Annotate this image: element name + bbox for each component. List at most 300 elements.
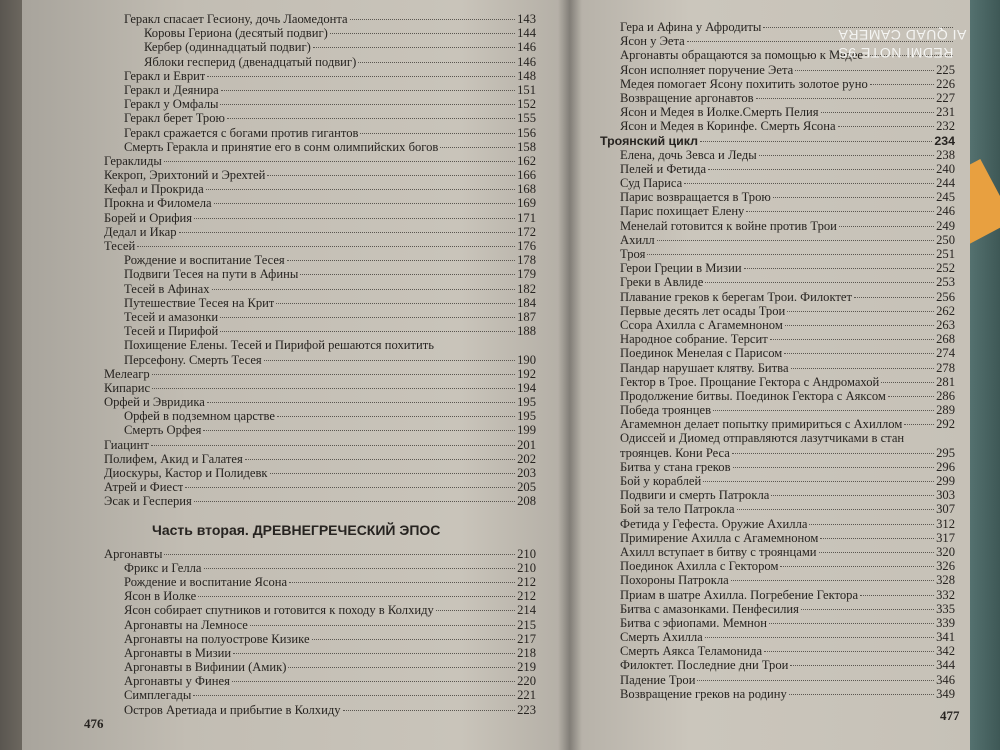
toc-entry <box>104 561 536 575</box>
toc-entry <box>104 253 536 267</box>
toc-entry-title: Пелей и Фетида <box>620 161 707 176</box>
toc-leader-dots <box>164 554 515 555</box>
toc-leader-dots <box>904 424 934 425</box>
toc-entry-page: 212 <box>517 574 536 589</box>
toc-entry <box>600 417 955 431</box>
toc-leader-dots <box>193 695 515 696</box>
toc-entry-title: Фрикс и Гелла <box>124 560 202 575</box>
toc-entry-page: 299 <box>936 474 955 489</box>
toc-entry <box>104 83 536 97</box>
toc-entry-title: Подвиги Тесея на пути в Афины <box>124 267 299 282</box>
toc-entry-page: 320 <box>936 544 955 559</box>
toc-entry-title: Смерть Аякса Теламонида <box>620 644 763 659</box>
toc-entry-title: Аргонавты <box>104 546 163 561</box>
toc-entry-title: Геракл и Деянира <box>124 82 219 97</box>
toc-entry-title: Аргонавты на полуострове Кизике <box>124 631 310 646</box>
toc-entry-title: Смерть Ахилла <box>620 630 703 645</box>
toc-entry <box>600 261 955 275</box>
toc-entry <box>104 547 536 561</box>
toc-entry <box>600 162 955 176</box>
toc-entry-title: Парис похищает Елену <box>620 204 745 219</box>
toc-entry-title: Гиацинт <box>104 437 149 452</box>
toc-leader-dots <box>179 232 516 233</box>
toc-entry <box>104 211 536 225</box>
toc-entry-page: 225 <box>936 62 955 77</box>
toc-entry-title: Геракл берет Трою <box>124 111 225 126</box>
toc-entry-page: 162 <box>517 153 536 168</box>
toc-entry-title: Кефал и Прокрида <box>104 182 204 197</box>
toc-leader-dots <box>221 90 515 91</box>
toc-entry-page: 179 <box>517 267 536 282</box>
toc-entry-title: Ясон у Эета <box>620 34 685 49</box>
page-number-left: 476 <box>84 716 104 731</box>
watermark-line-2: AI QUAD CAMERA <box>837 27 966 43</box>
toc-leader-dots <box>787 311 934 312</box>
toc-entry <box>600 602 955 616</box>
toc-leader-dots <box>330 33 515 34</box>
toc-entry-page: 342 <box>936 644 955 659</box>
toc-leader-dots <box>771 495 934 496</box>
toc-leader-dots <box>697 680 934 681</box>
toc-entry-page: 349 <box>936 686 955 701</box>
toc-entry-page: 171 <box>517 210 536 225</box>
toc-left-list-bottom <box>104 547 536 717</box>
toc-entry <box>600 403 955 417</box>
toc-entry-title: Ясон исполняет поручение Эета <box>620 62 794 77</box>
toc-entry <box>600 488 955 502</box>
toc-leader-dots <box>773 197 934 198</box>
toc-leader-dots <box>780 566 934 567</box>
toc-leader-dots <box>313 47 515 48</box>
toc-entry-page: 156 <box>517 125 536 140</box>
toc-entry-page: 192 <box>517 366 536 381</box>
toc-entry-title: Ахилл вступает в битву с троянцами <box>620 544 817 559</box>
right-page <box>570 0 970 750</box>
toc-entry-page: 199 <box>517 423 536 438</box>
toc-entry-page: 328 <box>936 573 955 588</box>
toc-leader-dots <box>164 161 515 162</box>
toc-entry-title: Ясон и Медея в Иолке.Смерть Пелия <box>620 105 819 120</box>
toc-entry <box>600 91 955 105</box>
toc-entry-page: 219 <box>517 660 536 675</box>
toc-entry-page: 210 <box>517 560 536 575</box>
toc-entry-title: Продолжение битвы. Поединок Гектора с Аяксом <box>620 388 886 403</box>
toc-entry-title: Битва с эфиопами. Мемнон <box>620 615 767 630</box>
watermark-line-1: REDMI NOTE 9S <box>837 45 954 61</box>
toc-entry <box>104 111 536 125</box>
toc-entry-page: 268 <box>936 332 955 347</box>
toc-leader-dots <box>270 473 516 474</box>
toc-leader-dots <box>770 339 934 340</box>
toc-entry-title: Фетида у Гефеста. Оружие Ахилла <box>620 516 808 531</box>
toc-leader-dots <box>198 596 515 597</box>
toc-entry-title: Тесей <box>104 239 136 253</box>
toc-entry-page: 303 <box>936 488 955 503</box>
toc-leader-dots <box>220 331 515 332</box>
toc-entry-title: Греки в Авлиде <box>620 275 704 290</box>
toc-entry-title: Аргонавты в Мизии <box>124 645 232 660</box>
toc-entry-title: Тесей и Пирифой <box>124 324 219 339</box>
toc-entry-page: 250 <box>936 232 955 247</box>
toc-entry-title: Первые десять лет осады Трои <box>620 303 786 318</box>
toc-leader-dots <box>785 325 934 326</box>
toc-leader-dots <box>705 282 934 283</box>
toc-leader-dots <box>888 396 934 397</box>
toc-entry-page: 246 <box>936 204 955 219</box>
toc-entry <box>600 431 955 459</box>
toc-entry-title: Бой за тело Патрокла <box>620 502 735 517</box>
toc-entry-title: Мелеагр <box>104 366 150 381</box>
toc-entry-page: 223 <box>517 702 536 717</box>
toc-leader-dots <box>220 104 515 105</box>
toc-entry-page: 307 <box>936 502 955 517</box>
toc-leader-dots <box>705 637 934 638</box>
toc-entry-title: Падение Трои <box>620 672 696 687</box>
toc-leader-dots <box>860 595 934 596</box>
toc-entry-title: Аргонавты у Финея <box>124 674 230 689</box>
toc-entry <box>104 97 536 111</box>
toc-leader-dots <box>152 388 515 389</box>
toc-entry <box>600 119 955 133</box>
toc-entry <box>104 324 536 338</box>
toc-entry <box>104 196 536 210</box>
toc-leader-dots <box>732 453 934 454</box>
toc-entry-page: 335 <box>936 601 955 616</box>
toc-entry <box>104 140 536 154</box>
toc-entry-title: Примирение Ахилла с Агамемноном <box>620 530 819 545</box>
toc-right-list <box>600 20 955 701</box>
toc-entry-page: 245 <box>936 190 955 205</box>
toc-entry-title: Геракл спасает Гесиону, дочь Лаомедонта <box>124 12 348 26</box>
toc-entry <box>104 438 536 452</box>
toc-entry <box>600 687 955 701</box>
toc-entry-page: 214 <box>517 603 536 618</box>
toc-entry-title: Остров Аретиада и прибытие в Колхиду <box>124 702 341 717</box>
toc-entry-title: Суд Париса <box>620 176 683 191</box>
left-page <box>22 0 570 750</box>
toc-leader-dots <box>820 538 934 539</box>
toc-entry-page: 188 <box>517 324 536 339</box>
toc-leader-dots <box>288 667 515 668</box>
toc-entry-title-cont: Персефону. Смерть Тесея <box>124 352 262 367</box>
toc-entry-page: 203 <box>517 466 536 481</box>
toc-entry <box>600 673 955 687</box>
toc-entry <box>600 644 955 658</box>
toc-leader-dots <box>838 126 935 127</box>
toc-entry <box>600 389 955 403</box>
toc-entry <box>600 219 955 233</box>
toc-entry-page: 281 <box>936 374 955 389</box>
toc-entry-title: Орфей в подземном царстве <box>124 409 275 424</box>
camera-watermark <box>838 26 966 62</box>
toc-entry <box>104 69 536 83</box>
toc-entry-page: 249 <box>936 218 955 233</box>
toc-entry-title: Герои Греции в Мизии <box>620 261 742 276</box>
toc-entry-title: Похороны Патрокла <box>620 573 729 588</box>
toc-entry <box>104 126 536 140</box>
toc-entry <box>600 588 955 602</box>
toc-leader-dots <box>703 481 934 482</box>
toc-leader-dots <box>264 360 515 361</box>
toc-leader-dots <box>839 226 934 227</box>
toc-leader-dots <box>220 317 515 318</box>
toc-entry-page: 194 <box>517 380 536 395</box>
toc-entry-title: Прокна и Филомела <box>104 196 212 211</box>
toc-entry-page: 232 <box>936 119 955 134</box>
toc-entry-title-cont: троянцев. Кони Реса <box>620 445 730 460</box>
toc-entry <box>104 182 536 196</box>
section-title: Часть вторая. ДРЕВНЕГРЕЧЕСКИЙ ЭПОС <box>152 521 441 538</box>
toc-entry <box>600 204 955 218</box>
toc-entry <box>600 233 955 247</box>
toc-leader-dots <box>708 169 934 170</box>
toc-entry-title: Народное собрание. Терсит <box>620 332 768 347</box>
toc-entry-title: Филоктет. Последние дни Трои <box>620 658 789 673</box>
toc-entry-title: Поединок Ахилла с Гектором <box>620 559 779 574</box>
toc-entry <box>600 176 955 190</box>
toc-entry-page: 263 <box>936 317 955 332</box>
toc-entry-page: 221 <box>517 688 536 703</box>
toc-entry-page: 172 <box>517 224 536 239</box>
toc-entry <box>104 494 536 508</box>
toc-entry <box>600 134 955 148</box>
toc-entry-title: Дедал и Икар <box>104 224 177 239</box>
toc-entry-page: 144 <box>517 26 536 41</box>
toc-leader-dots <box>276 303 515 304</box>
toc-entry <box>104 296 536 310</box>
toc-entry-page: 231 <box>936 105 955 120</box>
toc-entry-page: 155 <box>517 111 536 126</box>
toc-entry <box>600 616 955 630</box>
toc-entry-page: 278 <box>936 360 955 375</box>
toc-entry <box>104 154 536 168</box>
toc-entry-page: 218 <box>517 645 536 660</box>
toc-entry-page: 195 <box>517 395 536 410</box>
toc-leader-dots <box>137 246 515 247</box>
toc-leader-dots <box>759 155 934 156</box>
toc-leader-dots <box>440 147 515 148</box>
toc-entry-title: Орфей и Эвридика <box>104 395 205 410</box>
toc-entry-title: Тесей в Афинах <box>124 281 210 296</box>
toc-leader-dots <box>789 694 934 695</box>
toc-entry-page: 256 <box>936 289 955 304</box>
toc-entry-page: 151 <box>517 82 536 97</box>
toc-entry-title: Гераклиды <box>104 153 162 168</box>
toc-entry <box>600 63 955 77</box>
toc-entry <box>104 26 536 40</box>
toc-leader-dots <box>245 459 515 460</box>
toc-entry <box>600 190 955 204</box>
toc-entry-title: Геракл у Омфалы <box>124 97 219 112</box>
toc-entry-title: Кекроп, Эрихтоний и Эрехтей <box>104 168 266 183</box>
toc-entry <box>600 460 955 474</box>
toc-entry <box>104 674 536 688</box>
toc-entry-title: Пандар нарушает клятву. Битва <box>620 360 789 375</box>
toc-entry-title: Аргонавты на Лемносе <box>124 617 248 632</box>
toc-leader-dots <box>684 183 934 184</box>
toc-entry <box>600 77 955 91</box>
toc-entry-title: Геракл сражается с богами против гигантов <box>124 125 359 140</box>
toc-entry-title: Приам в шатре Ахилла. Погребение Гектора <box>620 587 859 602</box>
toc-leader-dots <box>152 374 515 375</box>
toc-entry-title: Коровы Гериона (десятый подвиг) <box>144 26 328 41</box>
toc-leader-dots <box>764 651 934 652</box>
toc-leader-dots <box>819 552 935 553</box>
toc-entry-page: 169 <box>517 196 536 211</box>
toc-entry-page: 208 <box>517 494 536 509</box>
toc-entry <box>600 275 955 289</box>
toc-entry-title: Плавание греков к берегам Трои. Филоктет <box>620 289 852 304</box>
toc-entry-title: Смерть Орфея <box>124 423 202 438</box>
toc-entry <box>104 409 536 423</box>
toc-entry-title: Похищение Елены. Тесей и Пирифой решаются похитить <box>124 338 434 353</box>
toc-entry-page: 220 <box>517 674 536 689</box>
toc-leader-dots <box>185 487 515 488</box>
toc-leader-dots <box>436 610 515 611</box>
toc-leader-dots <box>769 623 934 624</box>
toc-entry <box>104 338 536 366</box>
toc-leader-dots <box>277 416 515 417</box>
toc-entry-page: 146 <box>517 40 536 55</box>
page-number-right: 477 <box>940 708 960 723</box>
toc-entry-page: 317 <box>936 530 955 545</box>
toc-leader-dots <box>233 653 515 654</box>
toc-entry-page: 262 <box>936 303 955 318</box>
toc-entry-page: 227 <box>936 90 955 105</box>
toc-leader-dots <box>312 639 516 640</box>
toc-leader-dots <box>700 141 932 142</box>
toc-entry <box>600 148 955 162</box>
toc-entry-page: 251 <box>936 247 955 261</box>
toc-entry-page: 210 <box>517 546 536 561</box>
toc-entry-title: Атрей и Фиест <box>104 480 184 495</box>
toc-entry-title: Троянский цикл <box>600 133 699 148</box>
toc-leader-dots <box>207 76 515 77</box>
toc-entry-page: 176 <box>517 239 536 253</box>
toc-entry-page: 184 <box>517 295 536 310</box>
toc-entry-title: Одиссей и Диомед отправляются лазутчиками в стан <box>620 431 905 446</box>
toc-entry-page: 205 <box>517 480 536 495</box>
toc-entry-page: 312 <box>936 516 955 531</box>
toc-entry <box>600 517 955 531</box>
toc-entry-page: 286 <box>936 388 955 403</box>
toc-entry-page: 166 <box>517 168 536 183</box>
toc-leader-dots <box>791 368 935 369</box>
toc-entry <box>104 55 536 69</box>
toc-leader-dots <box>207 402 515 403</box>
toc-leader-dots <box>733 467 935 468</box>
toc-entry <box>600 375 955 389</box>
toc-leader-dots <box>250 625 515 626</box>
toc-entry-page: 252 <box>936 261 955 276</box>
toc-entry-page: 295 <box>936 445 955 460</box>
toc-entry-page: 339 <box>936 615 955 630</box>
toc-entry <box>104 466 536 480</box>
toc-leader-dots <box>795 70 934 71</box>
toc-entry <box>104 40 536 54</box>
toc-entry <box>600 247 955 261</box>
toc-entry <box>600 630 955 644</box>
toc-entry-title: Гера и Афина у Афродиты <box>620 20 762 34</box>
toc-right <box>600 20 955 701</box>
toc-entry-title: Победа троянцев <box>620 403 712 418</box>
toc-entry-title: Путешествие Тесея на Крит <box>124 295 275 310</box>
toc-entry-page: 182 <box>517 281 536 296</box>
toc-entry-title: Ссора Ахилла с Агамемноном <box>620 317 783 332</box>
toc-entry-page: 253 <box>936 275 955 290</box>
toc-entry <box>600 474 955 488</box>
toc-entry <box>600 332 955 346</box>
toc-leader-dots <box>206 189 515 190</box>
toc-entry <box>104 452 536 466</box>
toc-leader-dots <box>746 211 934 212</box>
toc-leader-dots <box>881 382 934 383</box>
toc-leader-dots <box>657 240 934 241</box>
toc-entry-page: 244 <box>936 176 955 191</box>
toc-entry-title: Ясон в Иолке <box>124 589 197 604</box>
toc-entry-title: Медея помогает Ясону похитить золотое руно <box>620 76 868 91</box>
toc-leader-dots <box>214 203 515 204</box>
toc-entry-page: 240 <box>936 161 955 176</box>
toc-entry-page: 215 <box>517 617 536 632</box>
toc-leader-dots <box>212 289 516 290</box>
toc-entry <box>600 361 955 375</box>
toc-entry <box>104 480 536 494</box>
toc-entry-title: Ясон и Медея в Коринфе. Смерть Ясона <box>620 119 836 134</box>
toc-entry-page: 341 <box>936 630 955 645</box>
toc-entry-title: Менелай готовится к войне против Трои <box>620 218 837 233</box>
toc-entry-title: Яблоки гесперид (двенадцатый подвиг) <box>144 54 357 69</box>
toc-leader-dots <box>647 254 934 255</box>
toc-entry-title: Троя <box>620 247 646 261</box>
toc-entry <box>104 603 536 617</box>
toc-leader-dots <box>854 297 934 298</box>
toc-entry-page: 190 <box>517 352 536 367</box>
toc-entry <box>104 618 536 632</box>
toc-entry-page: 146 <box>517 54 536 69</box>
toc-entry-title: Кербер (одиннадцатый подвиг) <box>144 40 311 55</box>
toc-entry <box>600 559 955 573</box>
toc-leader-dots <box>227 118 515 119</box>
toc-entry-title: Смерть Геракла и принятие его в сонм олимпийских богов <box>124 139 439 154</box>
toc-leader-dots <box>232 681 515 682</box>
toc-entry <box>600 502 955 516</box>
toc-leader-dots <box>809 524 934 525</box>
toc-leader-dots <box>737 509 935 510</box>
toc-entry-page: 143 <box>517 12 536 26</box>
toc-leader-dots <box>343 710 516 711</box>
toc-entry <box>104 395 536 409</box>
toc-entry-title: Битва у стана греков <box>620 459 731 474</box>
toc-entry-page: 202 <box>517 451 536 466</box>
toc-entry-page: 187 <box>517 309 536 324</box>
toc-entry-page: 158 <box>517 139 536 154</box>
toc-entry-page: 226 <box>936 76 955 91</box>
toc-entry <box>600 545 955 559</box>
toc-entry <box>104 367 536 381</box>
toc-entry <box>600 105 955 119</box>
toc-leader-dots <box>194 501 515 502</box>
toc-leader-dots <box>821 112 935 113</box>
toc-entry-page: 296 <box>936 459 955 474</box>
toc-entry-title: Елена, дочь Зевса и Леды <box>620 147 757 162</box>
toc-entry-title: Возвращение греков на родину <box>620 686 787 701</box>
toc-entry <box>104 589 536 603</box>
toc-leader-dots <box>744 268 934 269</box>
toc-entry-title: Эсак и Гесперия <box>104 494 192 509</box>
toc-entry-page: 212 <box>517 589 536 604</box>
toc-entry-page: 178 <box>517 253 536 268</box>
